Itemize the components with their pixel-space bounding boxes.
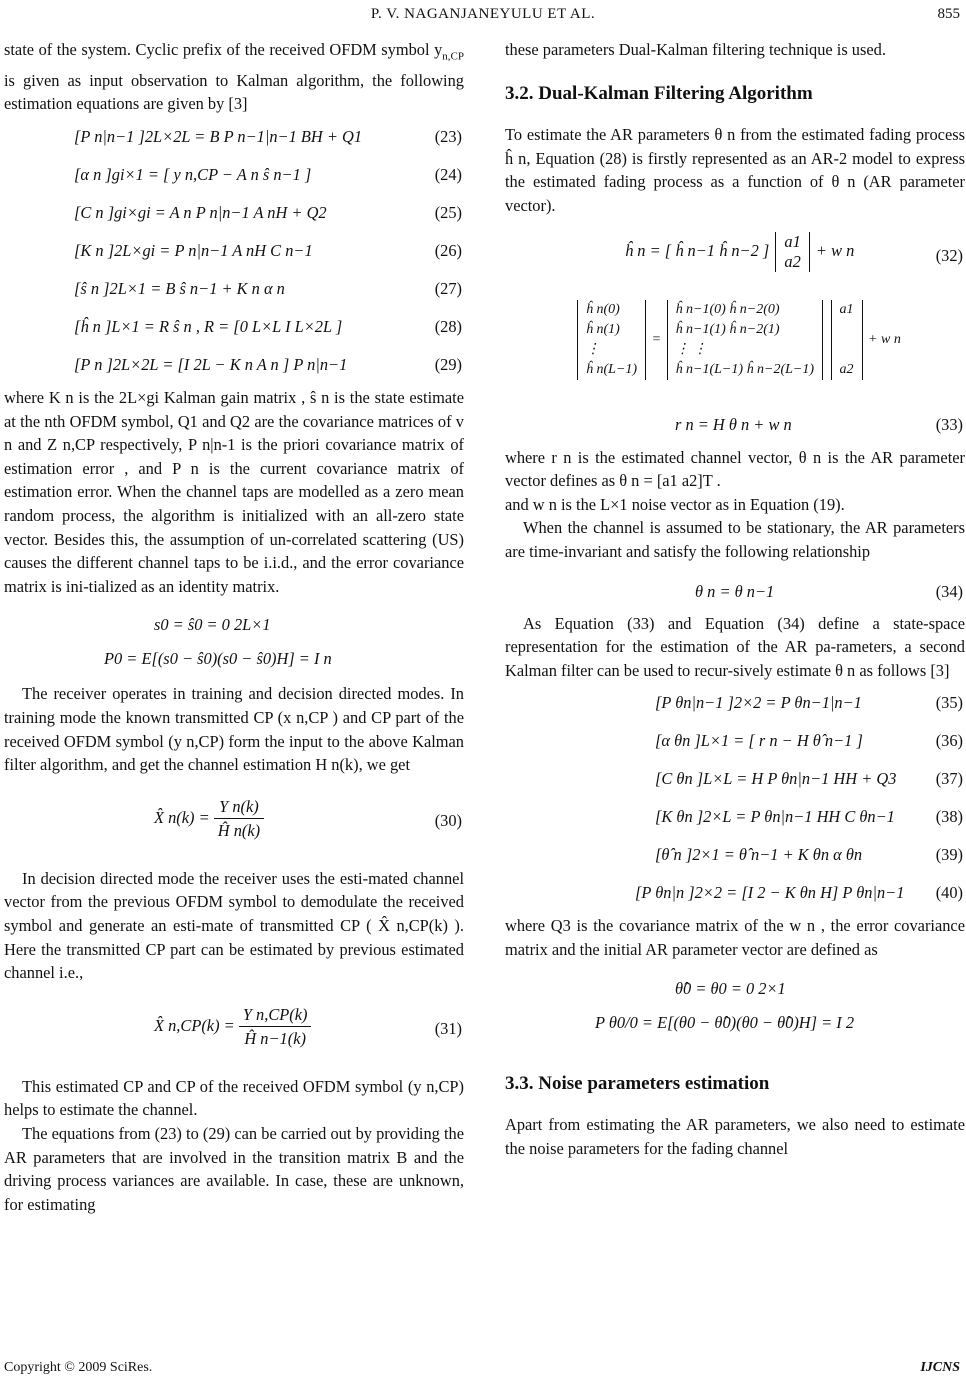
coefficient-matrix: a1 a2 [831,300,863,380]
paragraph: and w n is the L×1 noise vector as in Equation (19). [505,494,845,514]
section-heading: 3.2. Dual-Kalman Filtering Algorithm [505,82,813,104]
running-title: P. V. NAGANJANEYULU ET AL. [370,6,596,22]
page-number: 855 [937,6,960,22]
paragraph: This estimated CP and CP of the received OFDM symbol (y n,CP) helps to estimate the channel. [4,1076,464,1120]
page-header [0,6,966,30]
init-theta-covariance-equation: P θ0/0 = E[(θ0 − θ̂0)(θ0 − θ̂0)H] = I 2 [595,1012,855,1032]
paragraph: As Equation (33) and Equation (34) define a state-space representation for the estimation of the AR pa-rameters, a second Kalman filter can be used to recur-sively estimate θ n as follows [3] [505,613,965,680]
paragraph: where Q3 is the covariance matrix of the w n , the error covariance matrix and the initial AR parameter vector are defined as [505,916,965,959]
init-state-equation: s0 = ŝ0 = 0 2L×1 [154,615,271,635]
equation-31: X̂ n,CP(k) = $\frac{\text{Y n,CP(k)}}{\text{Ĥ n−1(k)}}$ (31) [4,993,464,1067]
equation-39: [θ̂ n ]2×1 = θ̂ n−1 + K θn α θn (39) [655,845,963,865]
channel-vector-matrix: ĥ n(0) ĥ n(1) ⋮ ĥ n(L−1) [577,300,646,380]
section-heading: 3.3. Noise parameters estimation [505,1072,770,1094]
copyright-notice: Copyright © 2009 SciRes. [4,1360,153,1375]
paragraph: where K n is the 2L×gi Kalman gain matrix , ŝ n is the state estimate at the nth OFDM symbol, Q1 and Q2 are the covariance matrices of v n and Z n,CP respectively, P n|n-1 is the priori covariance matrix of estimation error , and P n is the current covariance matrix of estimation error. When the channel taps are modelled as a zero mean random process, the algorithm is initialized with an all-zero state vector. Besides this, the assumption of un-correlated scattering (US) causes the different channel taps to be i.i.d., and the error covariance matrix is ini-tialized as an identity matrix. [4,388,464,596]
paragraph: The receiver operates in training and decision directed modes. In training mode the known transmitted CP (x n,CP ) and CP part of the received OFDM symbol (y n,CP) form the input to the above Kalman filter algorithm, and get the channel estimation H n(k), we get [4,684,464,775]
paragraph: state of the system. Cyclic prefix of the received OFDM symbol $y_{n,CP}$ is given as input observation to Kalman algorithm, the following estimation equations are given by [3] [4,40,464,114]
paragraph: The equations from (23) to (29) can be carried out by providing the AR parameters that are involved in the transition matrix B and the driving process variances are available. In case, these are unknown, for estimating [4,1123,464,1214]
equation-35: [P θn|n−1 ]2×2 = P θn−1|n−1 (35) [655,693,963,713]
fraction: $\frac{\text{Y n,CP(k)}}{\text{Ĥ n−1(k)}}$ [239,1003,312,1051]
fraction: $\frac{\text{Y n(k)}}{\text{Ĥ n(k)}}$ [214,795,264,843]
matrix-equation: ĥ n(0) ĥ n(1) ⋮ ĥ n(L−1) = ĥ n−1(0) ĥ n−2(0) ĥ n−1(1) ĥ n−2(1) ⋮ ⋮ ĥ n−1(L−1) ĥ n−2(L−1) a1 a2 + w n [505,296,965,400]
equation-29: [P n ]2L×2L = [I 2L − K n A n ] P n|n−1 (29) [74,355,462,375]
equation-30: X̂ n(k) = $\frac{\text{Y n(k)}}{\text{Ĥ n(k)}}$ (30) [4,785,464,859]
init-theta-equation: θ̂0 = θ0 = 0 2×1 [675,978,786,998]
equation-23: [P n|n−1 ]2L×2L = B P n−1|n−1 BH + Q1 (23) [74,127,462,147]
journal-name: IJCNS [920,1360,960,1375]
paragraph: Apart from estimating the AR parameters, we also need to estimate the noise parameters for the fading channel [505,1115,965,1158]
paragraph: In decision directed mode the receiver uses the esti-mated channel vector from the previous OFDM symbol to demodulate the received symbol and generate an esti-mate of transmitted CP ( X̂ n,CP(k) ). Here the transmitted CP part can be estimated by previous estimated channel i.e., [4,868,464,983]
equation-37: [C θn ]L×L = H P θn|n−1 HH + Q3 (37) [655,769,963,789]
paragraph: these parameters Dual-Kalman filtering technique is used. [505,40,886,59]
paragraph: To estimate the AR parameters θ n from the estimated fading process ĥ n, Equation (28) is firstly represented as an AR-2 model to express the estimated fading process as a function of θ n (AR parameter vector). [505,125,965,215]
equation-34: θ n = θ n−1 (34) [695,581,963,601]
equation-24: [α n ]gi×1 = [ y n,CP − A n ŝ n−1 ] (24) [74,165,462,185]
right-column [505,38,965,1160]
equation-27: [ŝ n ]2L×1 = B ŝ n−1 + K n α n (27) [74,279,462,299]
equation-33: r n = H θ n + w n (33) [675,414,963,434]
equation-38: [K θn ]2×L = P θn|n−1 HH C θn−1 (38) [655,807,963,827]
ar-coefficient-vector: a1 a2 [775,232,809,272]
init-covariance-equation: P0 = E[(s0 − ŝ0)(s0 − ŝ0)H] = I n [104,649,332,669]
equation-40: [P θn|n ]2×2 = [I 2 − K θn H] P θn|n−1 (40) [635,883,963,903]
paragraph: where r n is the estimated channel vector, θ n is the AR parameter vector defines as θ n = [a1 a2]T . [505,447,965,491]
equation-25: [C n ]gi×gi = A n P n|n−1 A nH + Q2 (25) [74,203,462,223]
equation-26: [K n ]2L×gi = P n|n−1 A nH C n−1 (26) [74,241,462,261]
paragraph: When the channel is assumed to be stationary, the AR parameters are time-invariant and satisfy the following relationship [505,518,965,561]
equation-28: [ĥ n ]L×1 = R ŝ n , R = [0 L×L I L×2L ] (28) [74,317,462,337]
left-column [4,38,464,1216]
regressor-matrix: ĥ n−1(0) ĥ n−2(0) ĥ n−1(1) ĥ n−2(1) ⋮ ⋮ ĥ n−1(L−1) ĥ n−2(L−1) [667,300,824,380]
equation-36: [α θn ]L×1 = [ r n − H θ̂ n−1 ] (36) [655,731,963,751]
equation-32: ĥ n = [ ĥ n−1 ĥ n−2 ] a1 a2 + w n (32) [625,231,963,271]
